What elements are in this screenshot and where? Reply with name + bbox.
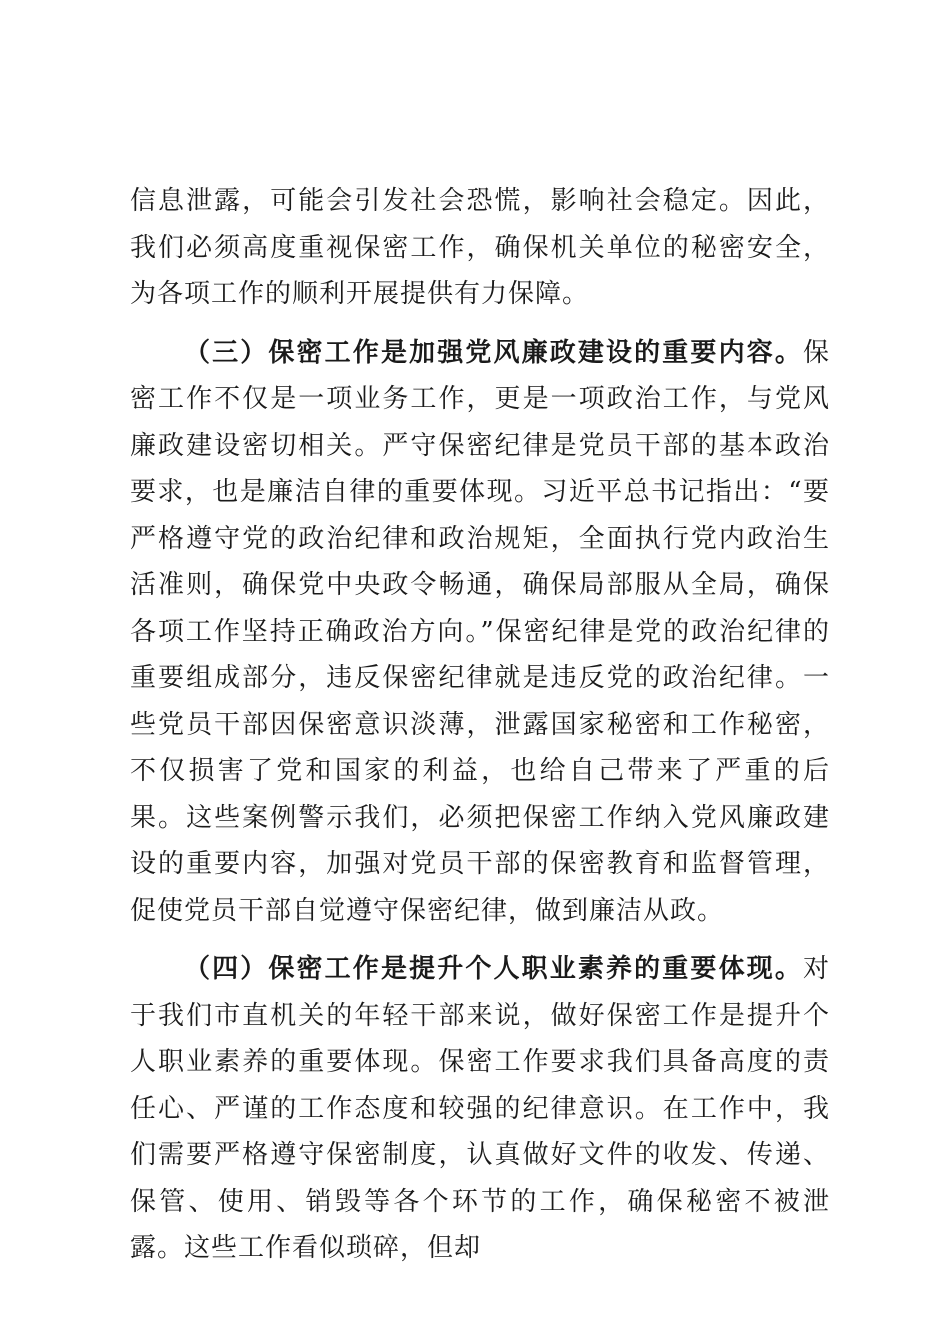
paragraph-section-4	[130, 946, 830, 1272]
section-heading: （四）保密工作是提升个人职业素养的重要体现。	[184, 954, 803, 984]
paragraph-text: 保密工作不仅是一项业务工作，更是一项政治工作，与党风廉政建设密切相关。严守保密纪律是党员干部的基本政治要求，也是廉洁自律的重要体现。习近平总书记指出：“要严格遵守党的政治纪律和政治规矩，全面执行党内政治生活准则，确保党中央政令畅通，确保局部服从全局，确保各项工作坚持正确政治方向。”保密纪律是党的政治纪律的重要组成部分，违反保密纪律就是违反党的政治纪律。一些党员干部因保密意识淡薄，泄露国家秘密和工作秘密，不仅损害了党和国家的利益，也给自己带来了严重的后果。这些案例警示我们，必须把保密工作纳入党风廉政建设的重要内容，加强对党员干部的保密教育和监督管理，促使党员干部自觉遵守保密纪律，做到廉洁从政。	[130, 337, 830, 926]
paragraph-continuation	[130, 178, 830, 318]
paragraph-text: 对于我们市直机关的年轻干部来说，做好保密工作是提升个人职业素养的重要体现。保密工作要求我们具备高度的责任心、严谨的工作态度和较强的纪律意识。在工作中，我们需要严格遵守保密制度，认真做好文件的收发、传递、保管、使用、销毁等各个环节的工作，确保秘密不被泄露。这些工作看似琐碎，但却	[130, 954, 830, 1263]
document-body	[130, 178, 830, 1272]
section-heading: （三）保密工作是加强党风廉政建设的重要内容。	[184, 337, 803, 368]
paragraph-section-3	[130, 330, 830, 935]
paragraph-text: 信息泄露，可能会引发社会恐慌，影响社会稳定。因此，我们必须高度重视保密工作，确保机关单位的秘密安全，为各项工作的顺利开展提供有力保障。	[130, 186, 830, 309]
